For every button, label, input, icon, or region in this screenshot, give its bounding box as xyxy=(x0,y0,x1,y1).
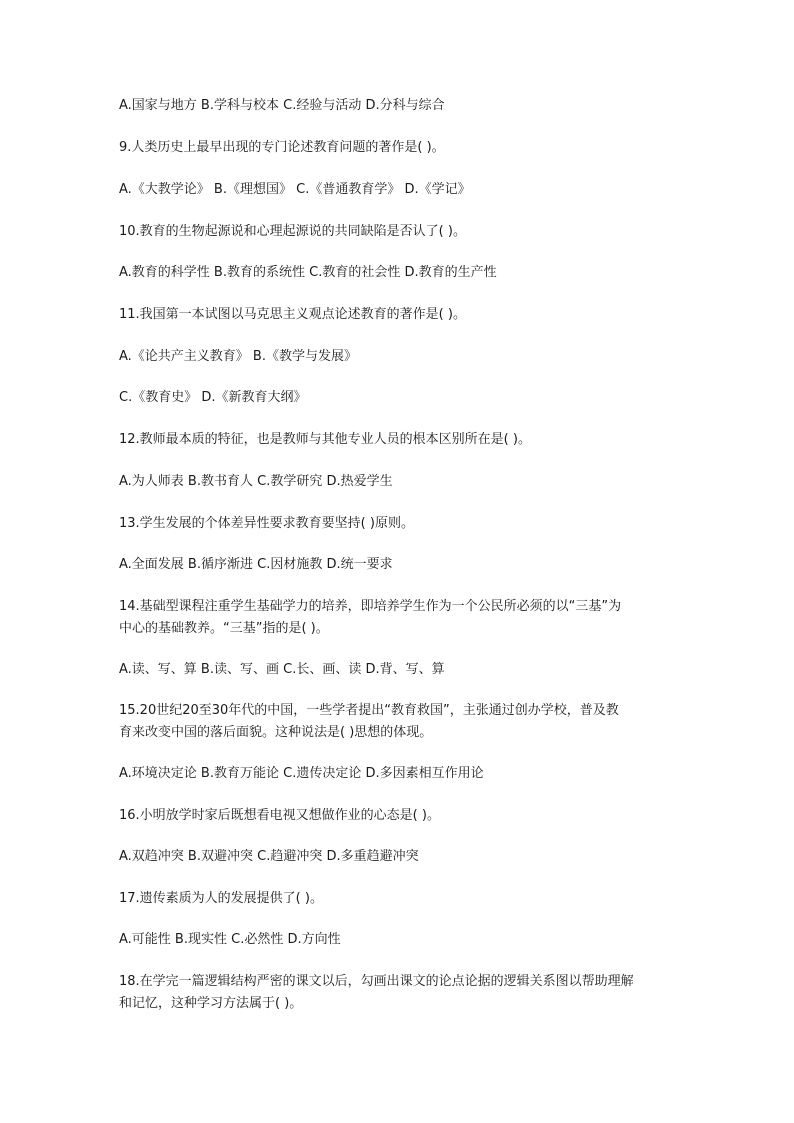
question-11: 11.我国第一本试图以马克思主义观点论述教育的著作是( )。 xyxy=(119,307,466,322)
question-16: 16.小明放学时家后既想看电视又想做作业的心态是( )。 xyxy=(119,808,440,823)
options-q13: A.全面发展 B.循序渐进 C.因材施教 D.统一要求 xyxy=(119,557,393,572)
question-13: 13.学生发展的个体差异性要求教育要坚持( )原则。 xyxy=(119,516,414,531)
question-18-line-2: 和记忆，这种学习方法属于( )。 xyxy=(119,996,303,1011)
question-18-line-1: 18.在学完一篇逻辑结构严密的课文以后，勾画出课文的论点论据的逻辑关系图以帮助理解 xyxy=(119,974,634,989)
options-q9: A.《大教学论》 B.《理想国》 C.《普通教育学》 D.《学记》 xyxy=(119,182,471,197)
options-q11-a-b: A.《论共产主义教育》 B.《教学与发展》 xyxy=(119,349,357,364)
options-q16: A.双趋冲突 B.双避冲突 C.趋避冲突 D.多重趋避冲突 xyxy=(119,849,419,864)
question-9: 9.人类历史上最早出现的专门论述教育问题的著作是( )。 xyxy=(119,140,445,155)
options-q14: A.读、写、算 B.读、写、画 C.长、画、读 D.背、写、算 xyxy=(119,662,445,677)
options-q10: A.教育的科学性 B.教育的系统性 C.教育的社会性 D.教育的生产性 xyxy=(119,265,497,280)
question-14-line-2: 中心的基础教养。“三基”指的是( )。 xyxy=(119,621,329,636)
question-15-line-2: 育来改变中国的落后面貌。这种说法是( )思想的体现。 xyxy=(119,725,433,740)
question-15-line-1: 15.20世纪20至30年代的中国，一些学者提出“教育救国”，主张通过创办学校，普及教 xyxy=(119,703,619,718)
question-12: 12.教师最本质的特征，也是教师与其他专业人员的根本区别所在是( )。 xyxy=(119,432,531,447)
options-q17: A.可能性 B.现实性 C.必然性 D.方向性 xyxy=(119,932,341,947)
options-q15: A.环境决定论 B.教育万能论 C.遗传决定论 D.多因素相互作用论 xyxy=(119,766,484,781)
options-q11-c-d: C.《教育史》 D.《新教育大纲》 xyxy=(119,390,307,405)
question-10: 10.教育的生物起源说和心理起源说的共同缺陷是否认了( )。 xyxy=(119,224,466,239)
options-q12: A.为人师表 B.教书育人 C.教学研究 D.热爱学生 xyxy=(119,474,393,489)
question-14-line-1: 14.基础型课程注重学生基础学力的培养，即培养学生作为一个公民所必须的以“三基”为 xyxy=(119,599,622,614)
question-17: 17.遗传素质为人的发展提供了( )。 xyxy=(119,891,323,906)
options-q8: A.国家与地方 B.学科与校本 C.经验与活动 D.分科与综合 xyxy=(119,98,445,113)
